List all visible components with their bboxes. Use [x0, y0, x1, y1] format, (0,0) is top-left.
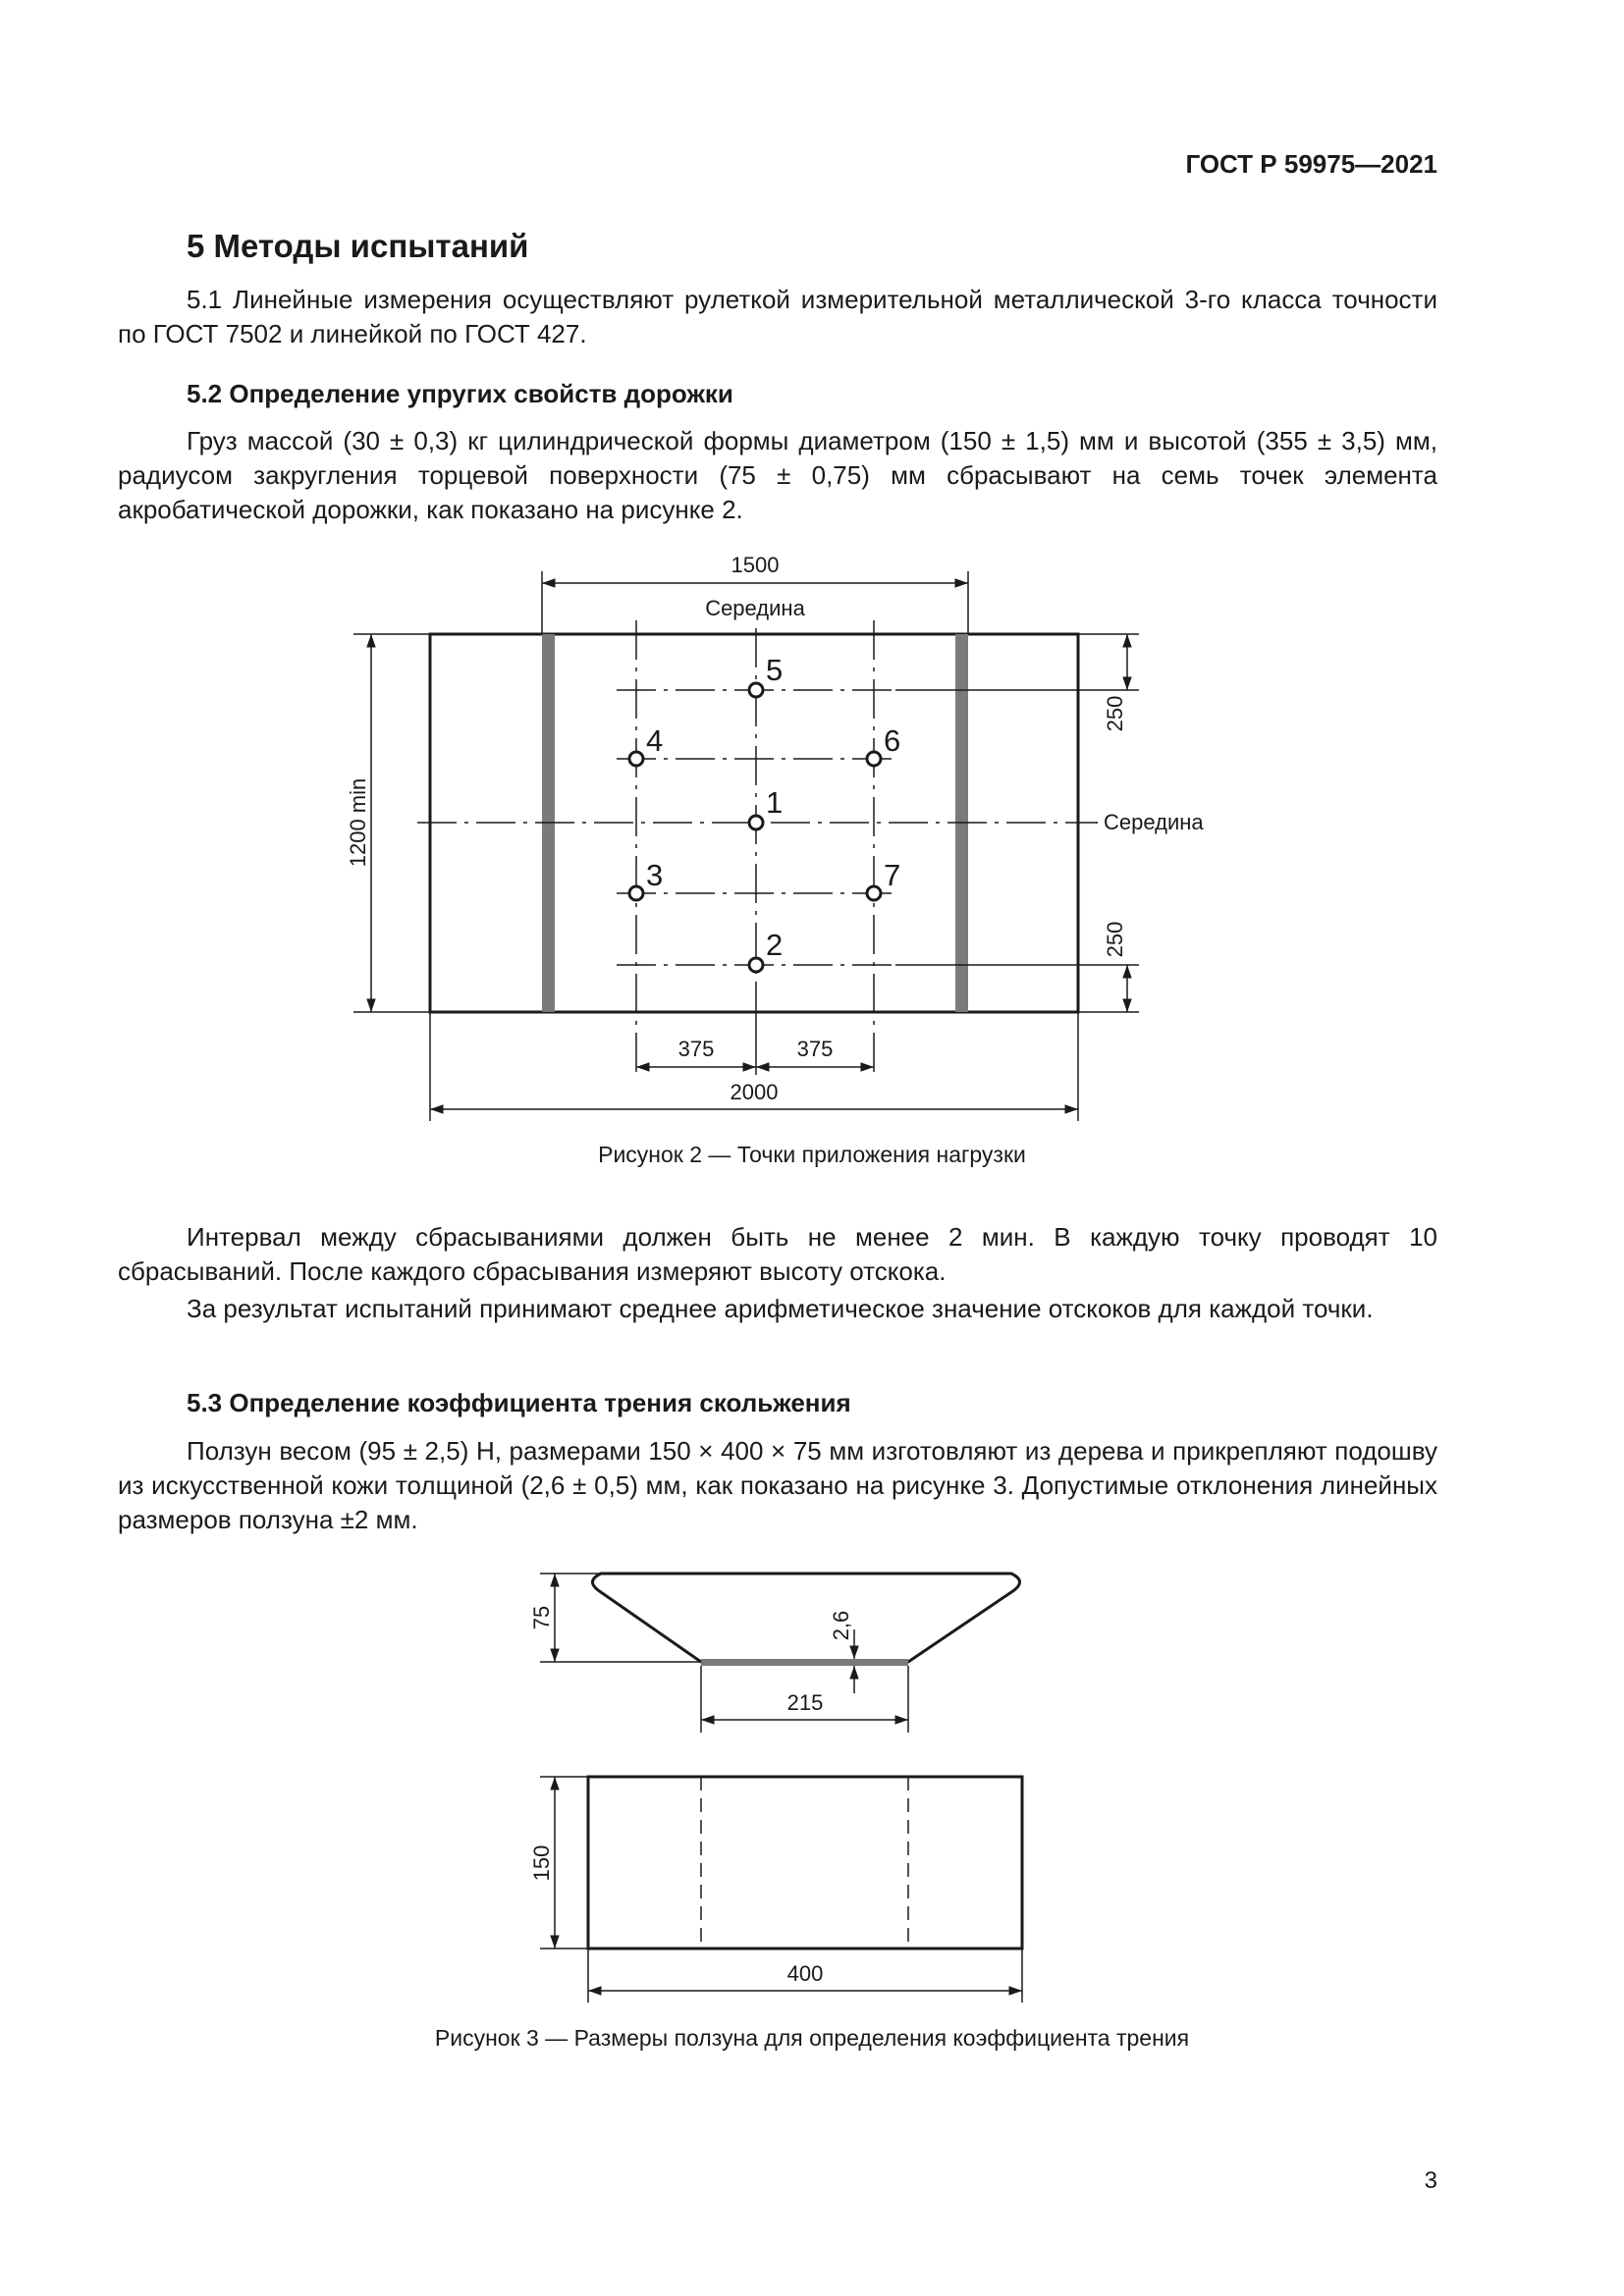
load-point-7 [867, 886, 881, 900]
dim-250-top: 250 [1103, 695, 1127, 732]
paragraph-5-2-2: Интервал между сбрасываниями должен быть не менее 2 мин. В каждую точку проводят 10 сбрасываний. После каждого сбрасывания измеряют высоту отскока. [118, 1222, 1437, 1286]
dim-250-bottom: 250 [1103, 921, 1127, 958]
figure-2-caption: Рисунок 2 — Точки приложения нагрузки [598, 1142, 1026, 1167]
subsection-5-3-title: 5.3 Определение коэффициента трения скольжения [187, 1388, 851, 1417]
point-label-4: 4 [646, 723, 664, 758]
paragraph-5-1: 5.1 Линейные измерения осуществляют рулеткой измерительной металлической 3-го класса точности по ГОСТ 7502 и линейкой по ГОСТ 427. [118, 285, 1437, 348]
dim-150: 150 [529, 1844, 554, 1882]
point-label-1: 1 [766, 785, 784, 820]
dim-215: 215 [786, 1690, 824, 1715]
document-header: ГОСТ Р 59975—2021 [1185, 149, 1437, 179]
slider-plan-outline [588, 1777, 1022, 1949]
paragraph-5-2-1: Груз массой (30 ± 0,3) кг цилиндрической формы диаметром (150 ± 1,5) мм и высотой (355 ± 3,5) мм, радиусом закругления торцевой поверхности (75 ± 0,75) мм сбрасывают на семь точек элемента акробатической дорожки, как показано на рисунке 2. [118, 426, 1437, 524]
dim-375-left: 375 [677, 1037, 715, 1061]
dim-75: 75 [529, 1605, 554, 1630]
point-label-6: 6 [884, 723, 901, 758]
section-title: 5 Методы испытаний [187, 228, 529, 264]
label-middle-top: Середина [705, 596, 805, 620]
load-point-6 [867, 752, 881, 766]
point-label-2: 2 [766, 928, 784, 962]
figure-3-caption: Рисунок 3 — Размеры ползуна для определения коэффициента трения [434, 2025, 1190, 2051]
dim-2-6: 2,6 [829, 1610, 853, 1641]
load-point-2 [749, 958, 763, 972]
dim-1200-min: 1200 min [346, 777, 370, 868]
dim-375-right: 375 [796, 1037, 834, 1061]
load-point-3 [629, 886, 643, 900]
page-number: 3 [1424, 2167, 1437, 2194]
load-point-5 [749, 683, 763, 697]
label-middle-right: Середина [1104, 810, 1204, 834]
dim-2000: 2000 [730, 1080, 779, 1104]
load-points [629, 683, 881, 972]
point-label-5: 5 [766, 653, 784, 687]
slider-profile-outline [593, 1574, 1020, 1662]
load-point-4 [629, 752, 643, 766]
fig3-dimension-lines [540, 1574, 908, 1733]
dimension-lines [371, 583, 1127, 1109]
dim-1500: 1500 [731, 553, 780, 577]
point-label-7: 7 [884, 858, 901, 892]
fig3-plan-dimension-lines [540, 1777, 1022, 2002]
slider-hidden-lines [701, 1777, 908, 1949]
point-label-3: 3 [646, 858, 664, 892]
subsection-5-2-title: 5.2 Определение упругих свойств дорожки [187, 379, 733, 408]
load-point-1 [749, 816, 763, 829]
dim-400: 400 [786, 1961, 824, 1986]
extension-lines [353, 571, 1139, 1121]
paragraph-5-3-1: Ползун весом (95 ± 2,5) Н, размерами 150 × 400 × 75 мм изготовляют из дерева и прикрепляют подошву из искусственной кожи толщиной (2,6 ± 0,5) мм, как показано на рисунке 3. Допустимые отклонения линейных размеров ползуна ±2 мм. [118, 1436, 1437, 1534]
paragraph-5-2-3: За результат испытаний принимают среднее арифметическое значение отскоков для каждой точки. [187, 1294, 1374, 1323]
slider-sole [701, 1659, 908, 1666]
